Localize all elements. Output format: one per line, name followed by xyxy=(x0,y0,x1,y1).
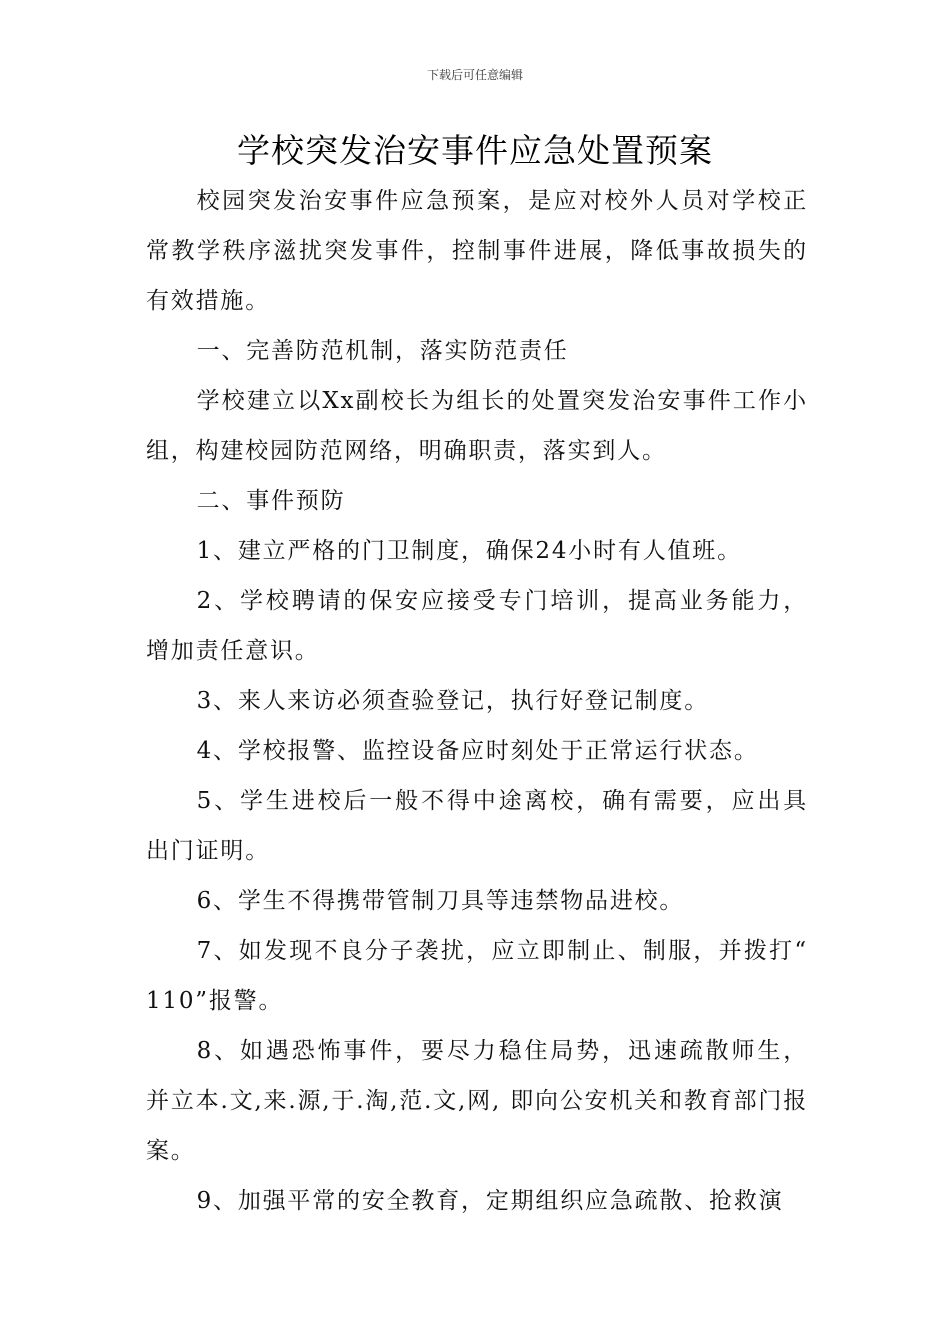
list-item-6: 6、学生不得携带管制刀具等违禁物品进校。 xyxy=(196,888,685,914)
list-item-8: 8、如遇恐怖事件，要尽力稳住局势，迅速疏散师生，并立本.文,来.源,于.淘,范.文,网, 即向公安机关和教育部门报案。 xyxy=(146,1038,808,1164)
list-item-1: 1、建立严格的门卫制度，确保24小时有人值班。 xyxy=(196,538,742,564)
page-header-note: 下载后可任意编辑 xyxy=(426,68,523,82)
list-item-4: 4、学校报警、监控设备应时刻处于正常运行状态。 xyxy=(196,738,759,764)
section-heading-1: 一、完善防范机制，落实防范责任 xyxy=(196,338,569,364)
section-heading-2: 二、事件预防 xyxy=(196,488,346,514)
list-item-5: 5、学生进校后一般不得中途离校，确有需要，应出具出门证明。 xyxy=(146,788,808,864)
list-item-3: 3、来人来访必须查验登记，执行好登记制度。 xyxy=(196,688,710,714)
list-item-7: 7、如发现不良分子袭扰，应立即制止、制服，并拨打“ 110”报警。 xyxy=(146,938,808,1014)
document-title: 学校突发治安事件应急处置预案 xyxy=(237,131,713,170)
intro-paragraph: 校园突发治安事件应急预案，是应对校外人员对学校正常教学秩序滋扰突发事件，控制事件进展，降低事故损失的有效措施。 xyxy=(146,188,808,314)
section-1-paragraph: 学校建立以Xx副校长为组长的处置突发治安事件工作小组，构建校园防范网络，明确职责，落实到人。 xyxy=(146,388,808,464)
document-body xyxy=(146,176,808,1226)
list-item-2: 2、学校聘请的保安应接受专门培训，提高业务能力，增加责任意识。 xyxy=(146,588,808,664)
list-item-9: 9、加强平常的安全教育，定期组织应急疏散、抢救演 xyxy=(196,1188,784,1214)
